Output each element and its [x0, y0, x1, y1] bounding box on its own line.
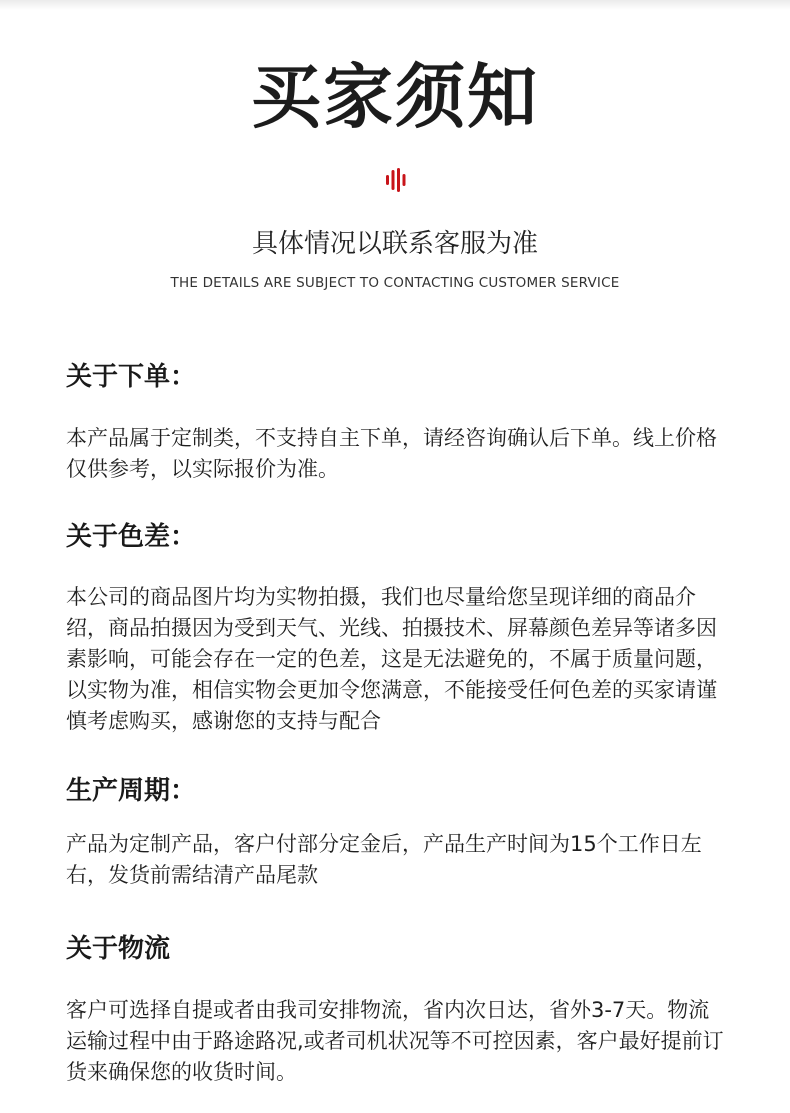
section-heading-ordering: 关于下单： — [66, 362, 197, 392]
section-body-color-difference: 本公司的商品图片均为实物拍摄，我们也尽量给您呈现详细的商品介绍，商品拍摄因为受到天气、光线、拍摄技术、屏幕颜色差异等诸多因素影响，可能会存在一定的色差，这是无法避免的，不属于质量问题，以实物为准，相信实物会更加令您满意，不能接受任何色差的买家请谨慎考虑购买，感谢您的支持与配合 — [66, 585, 717, 733]
section-heading-logistics: 关于物流 — [66, 934, 171, 964]
section-body-ordering: 本产品属于定制类，不支持自主下单，请经咨询确认后下单。线上价格仅供参考，以实际报价为准。 — [66, 426, 717, 481]
section-heading-color-difference: 关于色差： — [66, 522, 197, 552]
section-heading-production-cycle: 生产周期： — [66, 776, 197, 806]
section-body-logistics: 客户可选择自提或者由我司安排物流，省内次日达，省外3-7天。物流运输过程中由于路途路况,或者司机状况等不可控因素，客户最好提前订货来确保您的收货时间。 — [66, 998, 724, 1084]
top-shadow — [0, 0, 790, 10]
sound-wave-icon — [385, 168, 407, 192]
page-title: 买家须知 — [251, 56, 539, 138]
section-body-production-cycle: 产品为定制产品，客户付部分定金后，产品生产时间为15个工作日左右，发货前需结清产品尾款 — [66, 832, 702, 887]
subtitle-chinese: 具体情况以联系客服为准 — [251, 229, 538, 259]
subtitle-english: THE DETAILS ARE SUBJECT TO CONTACTING CUSTOMER SERVICE — [170, 275, 620, 291]
